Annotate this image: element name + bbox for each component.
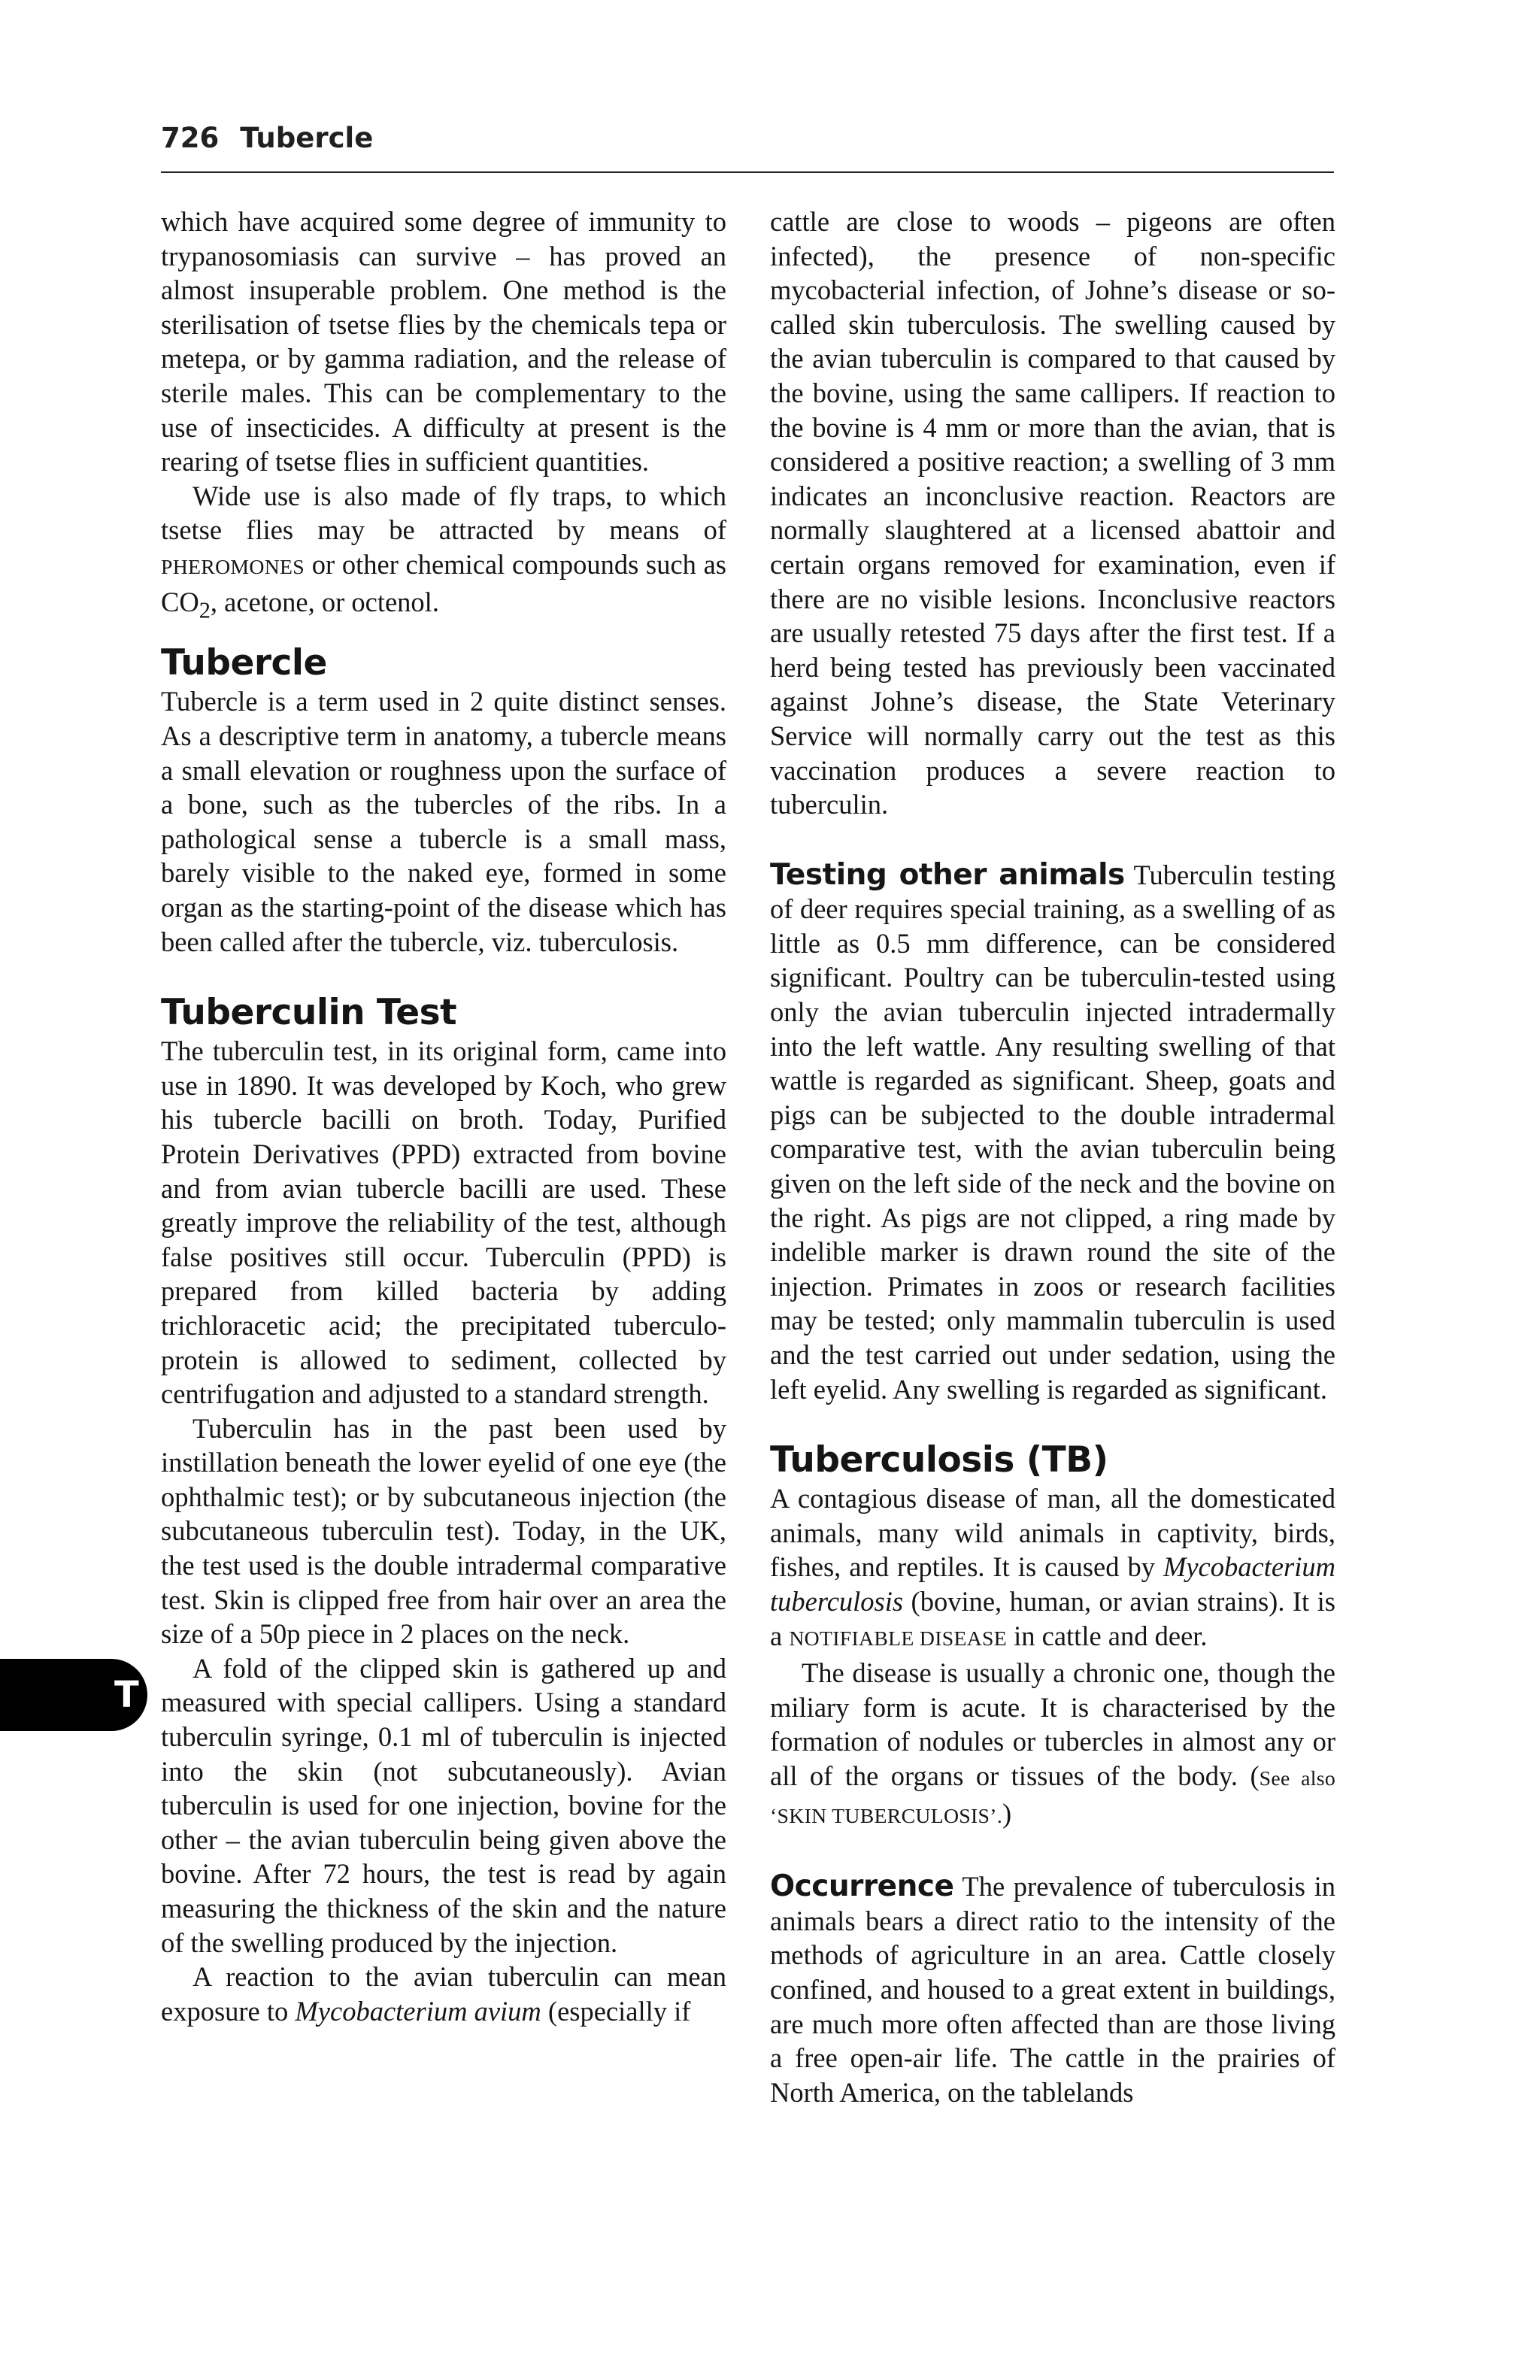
left-column (161, 205, 726, 2028)
paragraph-tubercle: Tubercle is a term used in 2 quite distinct senses. As a descriptive term in anatomy, a tubercle means a small elevation or roughness upon the surface of a bone, such as the tubercles of the ribs. In a pathological sense a tubercle is a small mass, barely visible to the naked eye, formed in some organ as the starting-point of the disease which has been called after the tubercle, viz. tuberculosis. (161, 686, 726, 957)
paragraph-reaction-continued: cattle are close to woods – pigeons are often infected), the presence of non-specific mycobacterial infection, of Johne’s disease or so-called skin tuberculosis. The swelling caused by the avian tuberculin is compared to that caused by the bovine, using the same callipers. If reaction to the bovine is 4 mm or more than the avian, that is considered a positive reaction; a swelling of 3 mm indicates an inconclusive reaction. Reactors are normally slaughtered at a licensed abattoir and certain organs removed for examination, even if there are no visible lesions. Inconclusive reactors are usually retested 75 days after the first test. If a herd being tested has previously been vaccinated against Johne’s disease, the State Veterinary Service will normally carry out the test as this vaccination produces a severe reaction to tuberculin. (770, 206, 1335, 820)
paragraph-testing-other-animals: Testing other animals Tuberculin testing of deer requires special training, as a swelling of as little as 0.5 mm difference, can be considered significant. Poultry can be tuberculin-tested using only the avian tuberculin injected intradermally into the left wattle. Any resulting swelling of that wattle is regarded as significant. Sheep, goats and pigs can be subjected to the double intradermal comparative test, with the avian tuberculin being given on the left side of the neck and the bovine on the right. As pigs are not clipped, a ring made by indelible marker is drawn round the site of the injection. Primates in zoos or research facilities may be tested; only mammalin tuberculin is used and the test carried out under sedation, using the left eyelid. Any swelling is regarded as significant. (770, 857, 1335, 1405)
paragraph-occurrence: Occurrence The prevalence of tuberculosis in animals bears a direct ratio to the intensity of the methods of agriculture in an area. Cattle closely confined, and housed to a great extent in buildings, are much more often affected than are those living a free open-air life. The cattle in the prairies of North America, on the tablelands (770, 1869, 1335, 2108)
heading-occurrence: Occurrence (770, 1869, 954, 1904)
header-rule (161, 171, 1334, 173)
page-number: 726 (161, 122, 220, 154)
thumb-tab-letter: T (114, 1674, 139, 1716)
cross-reference-notifiable-disease[interactable]: NOTIFIABLE DISEASE (789, 1627, 1007, 1651)
paragraph-test-2: Tuberculin has in the past been used by instillation beneath the lower eyelid of one eye (the ophthalmic test); or by subcutaneous injection (the subcutaneous tuberculin test). Today, in the UK, the test used is the double intradermal comparative test. Skin is clipped free from hair over an area the size of a 50p piece in 2 places on the neck. (161, 1412, 726, 1650)
right-column (770, 205, 1335, 2109)
paragraph-tb-1: A contagious disease of man, all the domesticated animals, many wild animals in captivity, birds, fishes, and reptiles. It is caused by Mycobacterium tuberculosis (bovine, human, or avian strains). It is a NOTIFIABLE DISEASE in cattle and deer. (770, 1483, 1336, 1651)
heading-tuberculin-test: Tuberculin Test (161, 992, 457, 1034)
paragraph-test-4: A reaction to the avian tuberculin can mean exposure to Mycobacterium avium (especially if (161, 1961, 726, 2027)
thumb-index-tab (0, 1659, 147, 1731)
paragraph-continued: which have acquired some degree of immunity to trypanosomiasis can survive – has proved an almost insuperable problem. One method is the sterilisation of tsetse flies by the chemicals tepa or metepa, or by gamma radiation, and the release of sterile males. This can be complementary to the use of insecticides. A difficulty at present is the rearing of tsetse flies in sufficient quantities. (161, 206, 726, 478)
paragraph-tb-2: The disease is usually a chronic one, though the miliary form is acute. It is characterised by the formation of nodules or tubercles in almost any or all of the organs or tissues of the body. (See also ‘SKIN TUBERCULOSIS’.) (770, 1657, 1335, 1829)
paragraph-test-3: A fold of the clipped skin is gathered up and measured with special callipers. Using a standard tuberculin syringe, 0.1 ml of tuberculin is injected into the skin (not subcutaneously). Avian tuberculin is used for one injection, bovine for the other – the avian tuberculin being given above the bovine. After 72 hours, the test is read by again measuring the thickness of the skin and the nature of the swelling produced by the injection. (161, 1652, 726, 1958)
paragraph-fly-traps: Wide use is also made of fly traps, to which tsetse flies may be attracted by means of PHEROMONES or other chemical compounds such as $CO_2$, acetone, or octenol. (161, 480, 727, 623)
running-head (161, 122, 1334, 154)
cross-reference-skin-tuberculosis[interactable]: See also ‘SKIN TUBERCULOSIS’. (770, 1766, 1335, 1828)
paragraph-test-1: The tuberculin test, in its original form, came into use in 1890. It was developed by Koch, who grew his tubercle bacilli on broth. Today, Purified Protein Derivatives (PPD) extracted from bovine and from avian tubercle bacilli are used. These greatly improve the reliability of the test, although false positives still occur. Tuberculin (PPD) is prepared from killed bacteria by adding trichloracetic acid; the precipitated tuberculo-protein is allowed to sediment, collected by centrifugation and adjusted to a standard strength. (161, 1035, 726, 1410)
heading-tuberculosis: Tuberculosis (TB) (770, 1439, 1108, 1481)
cross-reference-pheromones[interactable]: PHEROMONES (161, 555, 305, 579)
heading-testing-other-animals: Testing other animals (770, 857, 1125, 892)
running-title: Tubercle (240, 122, 374, 154)
heading-tubercle: Tubercle (161, 642, 327, 684)
